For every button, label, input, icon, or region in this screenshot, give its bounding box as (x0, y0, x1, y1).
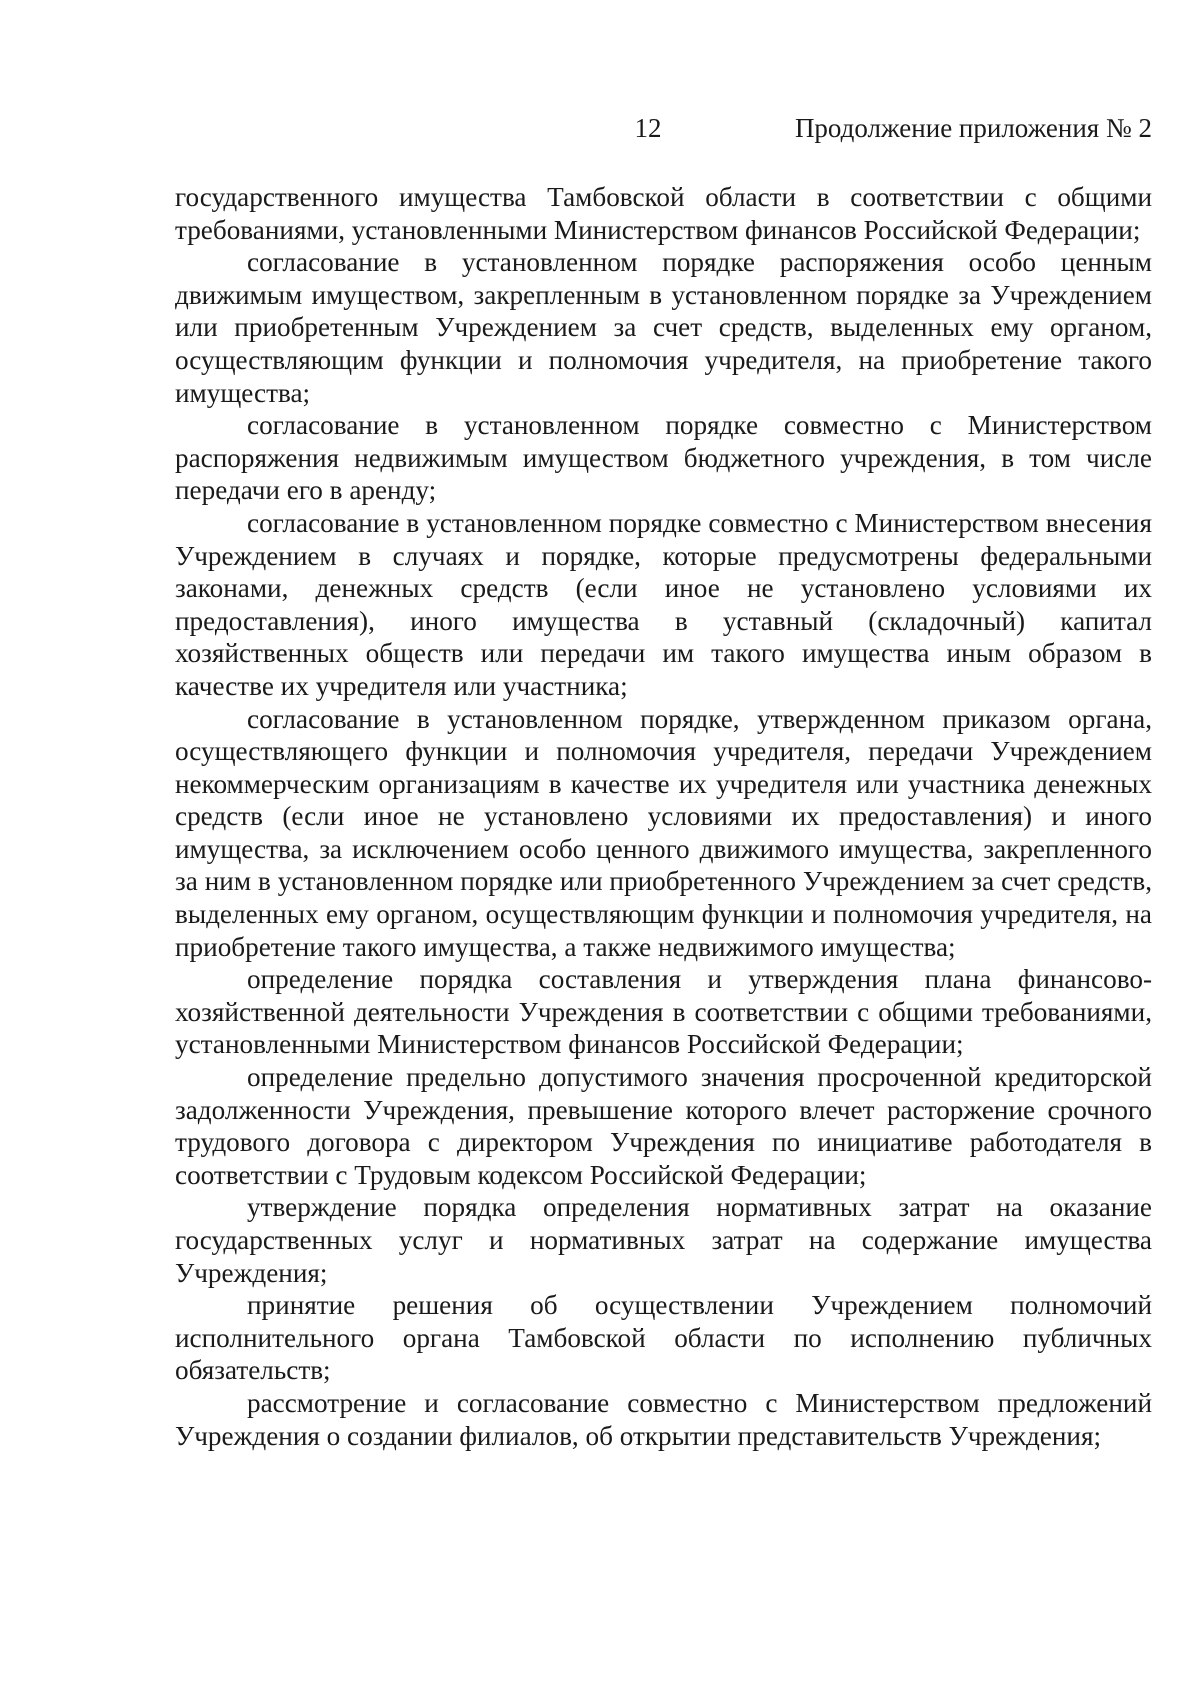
paragraph: согласование в установленном порядке совместно с Министерством распоряжения недвижимым имуществом бюджетного учреждения, в том числе передачи его в аренду; (175, 410, 1152, 506)
paragraph: согласование в установленном порядке совместно с Министерством внесения Учреждением в случаях и порядке, которые предусмотрены федеральными законами, денежных средств (если иное не установлено условиями их предоставления), иного имущества в уставный (складочный) капитал хозяйственных обществ или передачи им такого имущества иным образом в качестве их учредителя или участника; (175, 507, 1152, 701)
appendix-continuation-label: Продолжение приложения № 2 (794, 113, 1152, 143)
paragraph: определение предельно допустимого значения просроченной кредиторской задолженности Учреждения, превышение которого влечет расторжение срочного трудового договора с директором Учреждения по инициативе работодателя в соответствии с Трудовым кодексом Российской Федерации; (175, 1062, 1152, 1190)
paragraph: принятие решения об осуществлении Учреждением полномочий исполнительного органа Тамбовской области по исполнению публичных обязательств; (175, 1290, 1152, 1386)
paragraph: определение порядка составления и утверждения плана финансово-хозяйственной деятельности Учреждения в соответствии с общими требованиями, установленными Министерством финансов Российской Федерации; (175, 964, 1152, 1060)
page-number: 12 (634, 113, 662, 143)
paragraph: государственного имущества Тамбовской области в соответствии с общими требованиями, установленными Министерством финансов Российской Федерации; (175, 182, 1152, 245)
paragraph: утверждение порядка определения нормативных затрат на оказание государственных услуг и нормативных затрат на содержание имущества Учреждения; (175, 1192, 1152, 1288)
paragraph: согласование в установленном порядке распоряжения особо ценным движимым имуществом, закрепленным в установленном порядке за Учреждением или приобретенным Учреждением за счет средств, выделенных ему органом, осуществляющим функции и полномочия учредителя, на приобретение такого имущества; (175, 247, 1152, 408)
paragraph: согласование в установленном порядке, утвержденном приказом органа, осуществляющего функции и полномочия учредителя, передачи Учреждением некоммерческим организациям в качестве их учредителя или участника денежных средств (если иное не установлено условиями их предоставления) и иного имущества, за исключением особо ценного движимого имущества, закрепленного за ним в установленном порядке или приобретенного Учреждением за счет средств, выделенных ему органом, осуществляющим функции и полномочия учредителя, на приобретение такого имущества, а также недвижимого имущества; (175, 703, 1152, 962)
paragraph: рассмотрение и согласование совместно с Министерством предложений Учреждения о создании филиалов, об открытии представительств Учреждения; (175, 1387, 1152, 1451)
document-body (175, 181, 1152, 1452)
